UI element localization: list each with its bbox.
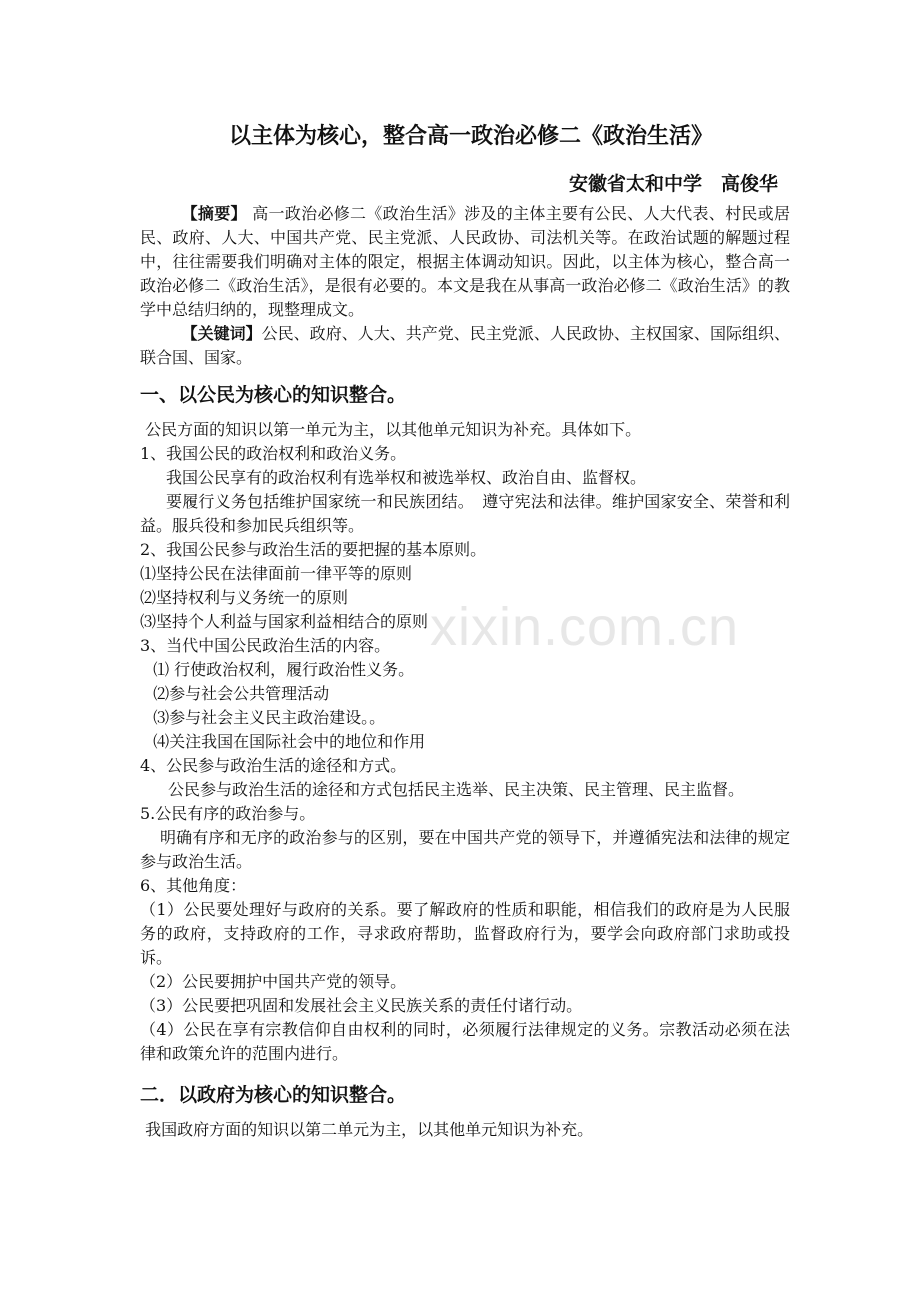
point-2-item: ⑴坚持公民在法律面前一律平等的原则: [140, 564, 413, 583]
point-3-item: ⑶参与社会主义民主政治建设。。: [148, 708, 386, 727]
point-3-item: ⑴ 行使政治权利，履行政治性义务。: [148, 660, 415, 679]
section-1-intro: 公民方面的知识以第一单元为主，以其他单元知识为补充。具体如下。: [140, 420, 642, 439]
section-2-intro: 我国政府方面的知识以第二单元为主，以其他单元知识为补充。: [140, 1120, 594, 1139]
point-4-text: 公民参与政治生活的途径和方式包括民主选举、民主决策、民主管理、民主监督。: [168, 780, 745, 799]
point-3-item: ⑵参与社会公共管理活动: [148, 684, 330, 703]
document-title: 以主体为核心，整合高一政治必修二《政治生活》: [228, 124, 713, 149]
section-2-heading: 二．以政府为核心的知识整合。: [140, 1084, 407, 1106]
abstract-paragraph: [140, 202, 790, 322]
point-1-title: 1、我国公民的政治权利和政治义务。: [140, 444, 407, 463]
point-1-duties: 要履行义务包括维护国家统一和民族团结。 遵守宪法和法律。维护国家安全、荣誉和利益。服兵役和参加民兵组织等。: [140, 492, 790, 535]
point-6-item: （3）公民要把巩固和发展社会主义民族关系的责任付诸行动。: [140, 996, 583, 1015]
keywords-label: 【关键词】: [181, 324, 262, 343]
abstract-label: 【摘要】: [181, 204, 247, 223]
point-2-item: ⑶坚持个人利益与国家利益相结合的原则: [140, 612, 429, 631]
abstract-text: 高一政治必修二《政治生活》涉及的主体主要有公民、人大代表、村民或居民、政府、人大、中国共产党、民主党派、人民政协、司法机关等。在政治试题的解题过程中，往往需要我们明确对主体的限定，根据主体调动知识。因此，以主体为核心，整合高一政治必修二《政治生活》，是很有必要的。本文是我在从事高一政治必修二《政治生活》的教学中总结归纳的，现整理成文。: [140, 204, 790, 319]
watermark: xixin.com.cn: [430, 597, 740, 657]
point-6-item: （4）公民在享有宗教信仰自由权利的同时，必须履行法律规定的义务。宗教活动必须在法律和政策允许的范围内进行。: [140, 1020, 790, 1063]
point-5-text: 明确有序和无序的政治参与的区别，要在中国共产党的领导下，并遵循宪法和法律的规定参与政治生活。: [140, 828, 790, 871]
point-6-title: 6、其他角度：: [140, 876, 247, 895]
document-content: [140, 120, 790, 1142]
point-2-title: 2、我国公民参与政治生活的要把握的基本原则。: [140, 540, 487, 559]
point-6-item: （1）公民要处理好与政府的关系。要了解政府的性质和职能，相信我们的政府是为人民服务的政府，支持政府的工作，寻求政府帮助，监督政府行为，要学会向政府部门求助或投诉。: [140, 900, 790, 967]
point-3-item: ⑷关注我国在国际社会中的地位和作用: [148, 732, 426, 751]
point-4-title: 4、公民参与政治生活的途径和方式。: [140, 756, 407, 775]
keywords-text: 公民、政府、人大、共产党、民主党派、人民政协、主权国家、国际组织、联合国、国家。: [140, 324, 790, 367]
keywords-paragraph: [140, 322, 790, 370]
point-2-item: ⑵坚持权利与义务统一的原则: [140, 588, 349, 607]
point-6-item: （2）公民要拥护中国共产党的领导。: [140, 972, 407, 991]
section-1-heading: 一、以公民为核心的知识整合。: [140, 384, 407, 406]
document-author: 安徽省太和中学 高俊华: [568, 173, 778, 195]
point-1-rights: 我国公民享有的政治权利有选举权和被选举权、政治自由、监督权。: [166, 468, 647, 487]
point-5-title: 5.公民有序的政治参与。: [140, 804, 316, 823]
point-3-title: 3、当代中国公民政治生活的内容。: [140, 636, 391, 655]
